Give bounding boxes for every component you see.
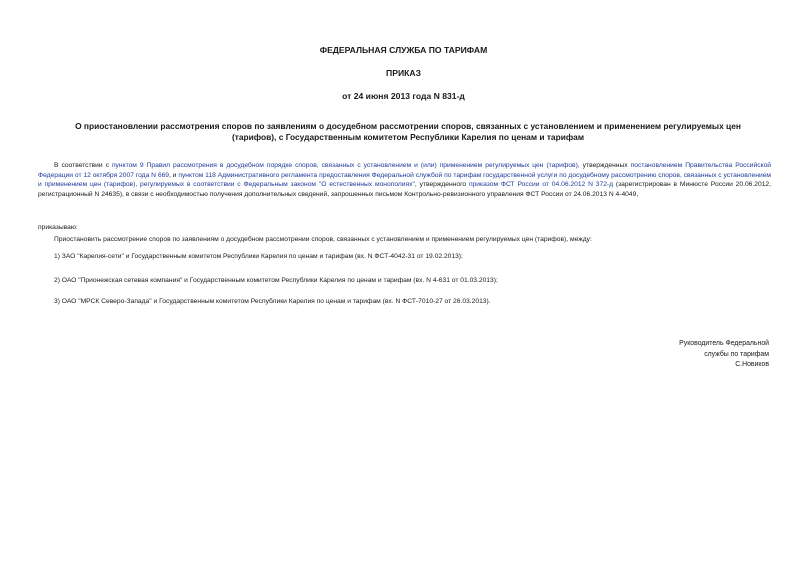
document-title: О приостановлении рассмотрения споров по заявлениям о досудебном рассмотрении споров, связанных с установлением и применением регулируемых цен (тарифов), с Государственным комитетом Республики Карелия по ценам и тарифам xyxy=(75,121,741,142)
link-administrative-regulation[interactable]: Административного регламента предоставления Федеральной службой по тарифам государственной услуги по досудебному рассмотрению споров, связанных с установлением и применением цен (тарифов), регулируемых в соответствии с Федеральным законом "О естественных монополиях" xyxy=(38,171,772,189)
suspend-paragraph: Приостановить рассмотрение споров по заявлениям о досудебном рассмотрении споров, связанных с установлением и применением регулируемых цен (тарифов), между: xyxy=(54,236,592,243)
link-government-resolution[interactable]: постановлением Правительства Российской Федерации от 12 октября 2007 года N 669 xyxy=(38,162,772,179)
document-date-heading: от 24 июня 2013 года N 831-д xyxy=(342,91,465,101)
preamble-text-6: , утвержденного xyxy=(414,181,469,189)
agency-heading: ФЕДЕРАЛЬНАЯ СЛУЖБА ПО ТАРИФАМ xyxy=(319,45,488,55)
preamble-text-3: , утвержденных xyxy=(577,162,631,169)
list-item: 3) ОАО "МРСК Северо-Запада" и Государственным комитетом Республики Карелия по ценам и тарифам (вх. N ФСТ-7010-27 от 26.03.2013). xyxy=(54,298,491,305)
link-rules[interactable]: Правил рассмотрения в досудебном порядке споров, связанных с установлением и (или) применением регулируемых цен (тарифов) xyxy=(146,162,578,169)
signature-position-line-1: Руководитель Федеральной xyxy=(679,340,769,347)
signature-block xyxy=(679,339,769,371)
preamble-text-7: (зарегистрирован в Минюсте России 20.06.2012, регистрационный N 24635), в связи с необходимостью получения дополнительных сведений, запрошенных письмом Контрольно-ревизионного управления ФСТ России от 24.06.2013 N 4-4049, xyxy=(38,181,771,198)
signature-position-line-2: службы по тарифам xyxy=(704,350,769,358)
ordered-line: приказываю: xyxy=(38,224,78,231)
link-clause-118[interactable]: пунктом 118 xyxy=(178,171,216,179)
signature-name: С.Новиков xyxy=(735,361,769,368)
preamble-text-1: В соответствии с xyxy=(54,162,112,169)
list-item: 2) ОАО "Прионежская сетевая компания" и Государственным комитетом Республики Карелия по ценам и тарифам (вх. N 4-631 от 01.03.2013); xyxy=(54,277,498,284)
link-fst-order[interactable]: приказом ФСТ России от 04.06.2012 N 372-д xyxy=(468,181,614,189)
list-item: 1) ЗАО "Карелия-сети" и Государственным комитетом Республики Карелия по ценам и тарифам (вх. N ФСТ-4042-31 от 19.02.2013); xyxy=(54,253,463,260)
preamble-paragraph xyxy=(38,161,771,199)
document-type-heading: ПРИКАЗ xyxy=(386,68,421,78)
preamble-text-4: , и xyxy=(169,171,179,179)
link-clause-9[interactable]: пунктом 9 xyxy=(111,162,144,169)
